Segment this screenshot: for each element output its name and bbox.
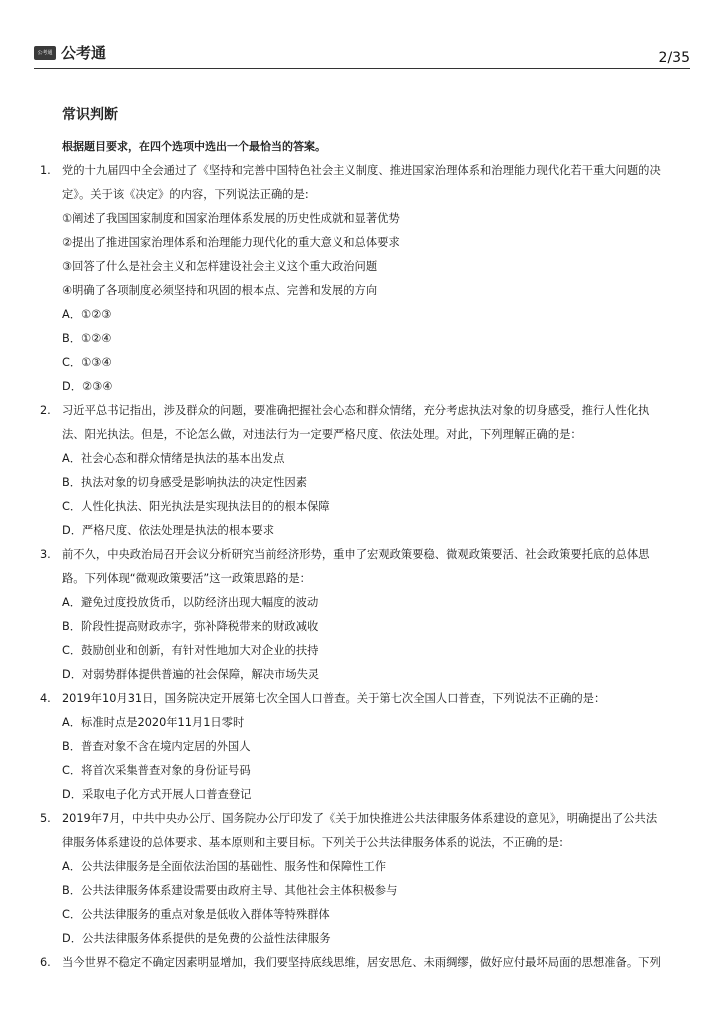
answer-option: A．公共法律服务是全面依法治国的基础性、服务性和保障性工作 [62, 860, 387, 873]
question-item [0, 807, 724, 951]
question-list [0, 159, 724, 975]
answer-option: B．普查对象不含在境内定居的外国人 [62, 740, 251, 753]
page-header [0, 0, 724, 70]
question-number: 6. [40, 956, 51, 969]
answer-option: A．避免过度投放货币，以防经济出现大幅度的波动 [62, 596, 319, 609]
question-statement: ①阐述了我国国家制度和国家治理体系发展的历史性成就和显著优势 [62, 212, 400, 225]
answer-option: A．①②③ [62, 308, 112, 321]
question-statement: ③回答了什么是社会主义和怎样建设社会主义这个重大政治问题 [62, 260, 378, 273]
answer-option: D．②③④ [62, 380, 113, 393]
question-stem-line: 路。下列体现“微观政策要活”这一政策思路的是： [62, 572, 311, 585]
question-number: 1. [40, 164, 51, 177]
question-item [0, 951, 724, 975]
question-stem-line: 前不久，中央政治局召开会议分析研究当前经济形势，重申了宏观政策要稳、微观政策要活、社会政策要托底的总体思 [62, 548, 650, 561]
answer-option: C．将首次采集普查对象的身份证号码 [62, 764, 251, 777]
answer-option: B．执法对象的切身感受是影响执法的决定性因素 [62, 476, 307, 489]
question-stem-line: 法、阳光执法。但是，不论怎么做，对违法行为一定要严格尺度、依法处理。对此，下列理解正确的是： [62, 428, 582, 441]
section-instruction: 根据题目要求，在四个选项中选出一个最恰当的答案。 [62, 140, 326, 153]
question-number: 5. [40, 812, 51, 825]
answer-option: D．对弱势群体提供普遍的社会保障，解决市场失灵 [62, 668, 320, 681]
answer-option: A．标准时点是2020年11月1日零时 [62, 716, 245, 729]
question-stem-line: 2019年7月，中共中央办公厅、国务院办公厅印发了《关于加快推进公共法律服务体系建设的意见》，明确提出了公共法 [62, 812, 658, 825]
answer-option: C．人性化执法、阳光执法是实现执法目的的根本保障 [62, 500, 330, 513]
question-stem-line: 律服务体系建设的总体要求、基本原则和主要目标。下列关于公共法律服务体系的说法，不正确的是: [62, 836, 563, 849]
question-item [0, 687, 724, 807]
question-stem-line: 习近平总书记指出，涉及群众的问题，要准确把握社会心态和群众情绪，充分考虑执法对象的切身感受，推行人性化执 [62, 404, 650, 417]
answer-option: D．采取电子化方式开展人口普查登记 [62, 788, 252, 801]
brand-logo: 公考通 [34, 46, 56, 60]
answer-option: B．①②④ [62, 332, 112, 345]
answer-option: D．严格尺度、依法处理是执法的根本要求 [62, 524, 275, 537]
question-stem-line: 2019年10月31日，国务院决定开展第七次全国人口普查。关于第七次全国人口普查，下列说法不正确的是： [62, 692, 606, 705]
answer-option: B．阶段性提高财政赤字，弥补降税带来的财政减收 [62, 620, 319, 633]
answer-option: B．公共法律服务体系建设需要由政府主导、其他社会主体积极参与 [62, 884, 398, 897]
header-divider [34, 68, 690, 69]
answer-option: C．鼓励创业和创新，有针对性地加大对企业的扶持 [62, 644, 319, 657]
question-item [0, 543, 724, 687]
section-title: 常识判断 [62, 107, 118, 123]
question-statement: ④明确了各项制度必须坚持和巩固的根本点、完善和发展的方向 [62, 284, 378, 297]
question-item [0, 399, 724, 543]
question-item [0, 159, 724, 399]
answer-option: D．公共法律服务体系提供的是免费的公益性法律服务 [62, 932, 331, 945]
question-stem-line: 当今世界不稳定不确定因素明显增加，我们要坚持底线思维，居安思危、未雨绸缪，做好应付最坏局面的思想准备。下列 [62, 956, 661, 969]
question-number: 3. [40, 548, 51, 561]
answer-option: C．公共法律服务的重点对象是低收入群体等特殊群体 [62, 908, 330, 921]
answer-option: C．①③④ [62, 356, 112, 369]
question-stem-line: 党的十九届四中全会通过了《坚持和完善中国特色社会主义制度、推进国家治理体系和治理能力现代化若干重大问题的决 [62, 164, 661, 177]
brand-name: 公考通 [61, 44, 107, 62]
question-number: 2. [40, 404, 51, 417]
page-number: 2/35 [658, 50, 690, 66]
question-statement: ②提出了推进国家治理体系和治理能力现代化的重大意义和总体要求 [62, 236, 400, 249]
answer-option: A．社会心态和群众情绪是执法的基本出发点 [62, 452, 285, 465]
question-number: 4. [40, 692, 51, 705]
question-stem-line: 定》。关于该《决定》的内容，下列说法正确的是: [62, 188, 309, 201]
